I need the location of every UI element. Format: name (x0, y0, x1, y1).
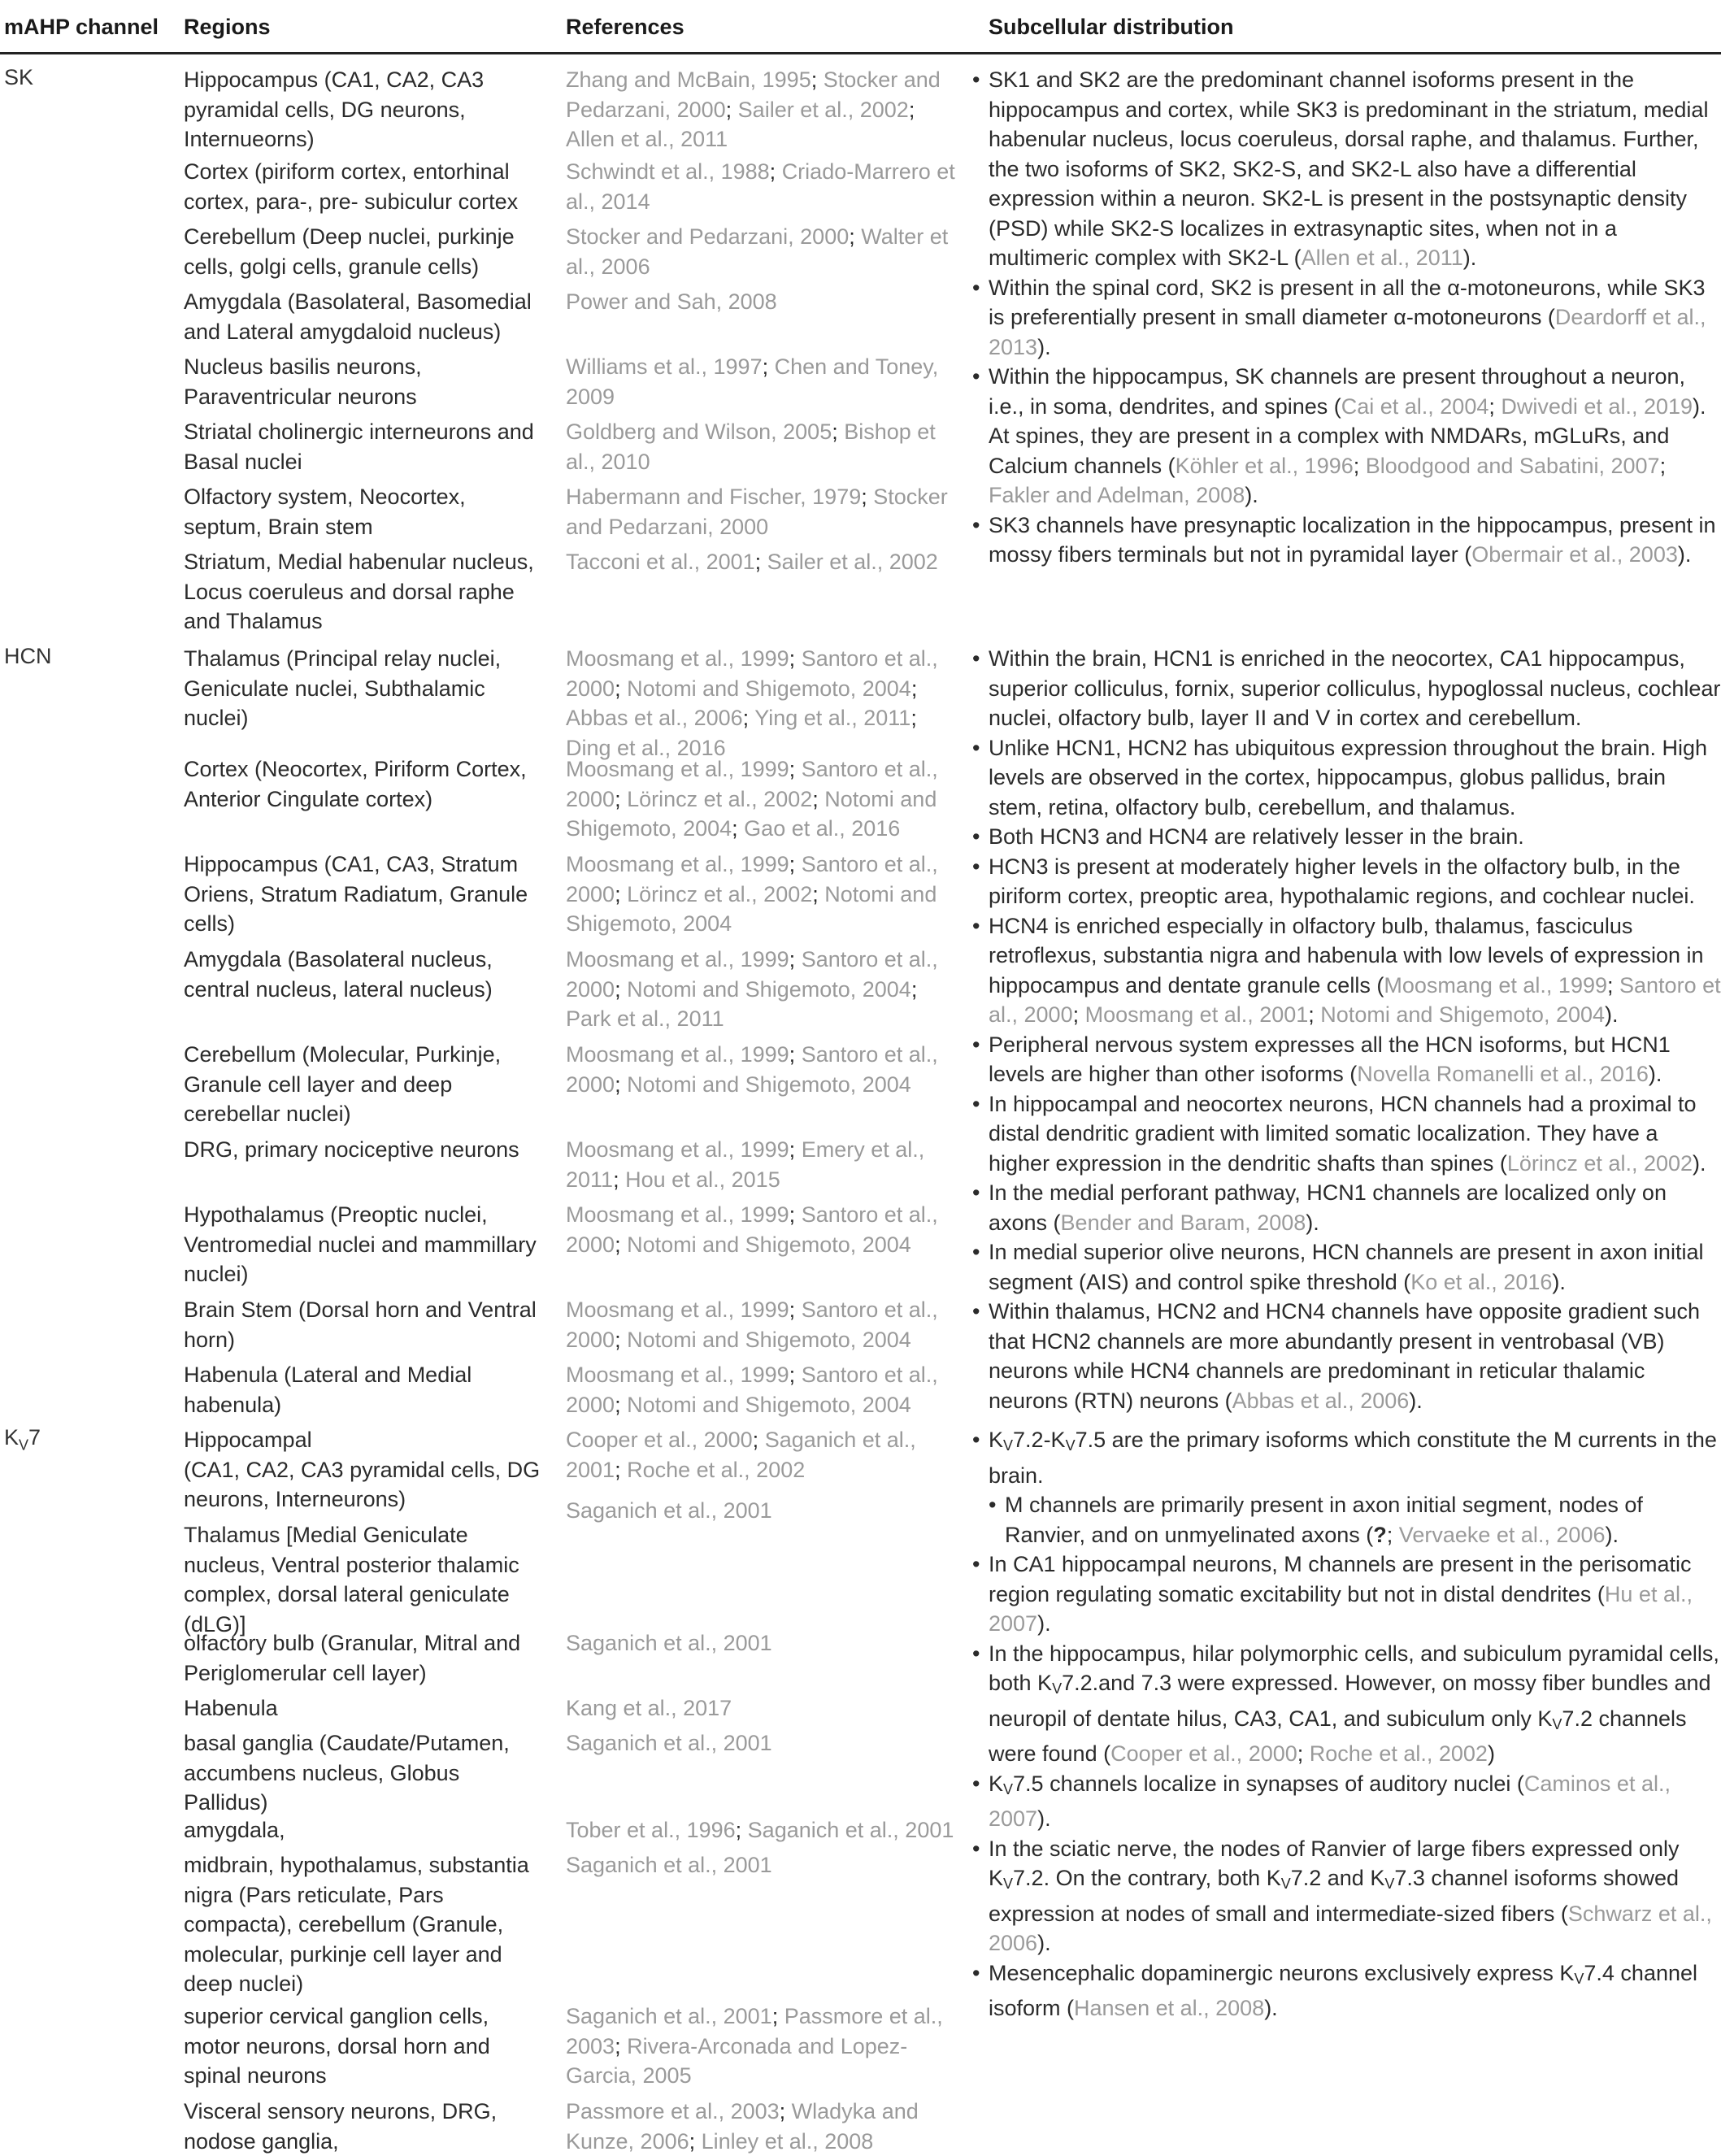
channel-sk: SK (4, 65, 34, 89)
kv7-bullet-1: • M channels are primarily present in axon initial segment, nodes of Ranvier, and on unmyelinated axons (?; Vervaeke et al., 2006). (989, 1490, 1721, 1550)
sk-region-5: Striatal cholinergic interneurons and Basal nuclei (184, 419, 534, 474)
hcn-refs-0: Moosmang et al., 1999; Santoro et al., 2000; Notomi and Shigemoto, 2004; Abbas et al., 2006; Ying et al., 2011; Ding et al., 2016 (566, 646, 938, 760)
kv7-bullet-2: • In CA1 hippocampal neurons, M channels are present in the perisomatic region regulating somatic excitability but not in distal dendrites (Hu et al., 2007). (972, 1550, 1721, 1639)
hcn-region-8: Habenula (Lateral and Medial habenula) (184, 1363, 472, 1417)
hcn-bullet-7: • In the medial perforant pathway, HCN1 channels are localized only on axons (Bender and Baram, 2008). (972, 1178, 1721, 1237)
header-regions: Regions (184, 15, 271, 39)
kv7-bullet-4: • $K_V7.5$ channels localize in synapses of auditory nuclei (Caminos et al., 2007). (972, 1769, 1721, 1834)
hcn-refs-4: Moosmang et al., 1999; Santoro et al., 2000; Notomi and Shigemoto, 2004 (566, 1042, 938, 1097)
sk-refs-3: Power and Sah, 2008 (566, 289, 777, 314)
kv7-bullet-6: • Mesencephalic dopaminergic neurons exclusively express $K_V7.4$ channel isoform (Hansen et al., 2008). (972, 1958, 1721, 2023)
hcn-region-6: Hypothalamus (Preoptic nuclei, Ventromedial nuclei and mammillary nuclei) (184, 1202, 537, 1286)
sk-distribution (972, 65, 1721, 570)
hcn-bullet-3: • HCN3 is present at moderately higher levels in the olfactory bulb, in the piriform cortex, preoptic area, hypothalamic regions, and cochlear nuclei. (972, 852, 1721, 911)
sk-region-0: Hippocampus (CA1, CA2, CA3 pyramidal cells, DG neurons, Internueorns) (184, 67, 485, 151)
header-distribution: Subcellular distribution (989, 15, 1234, 39)
hcn-refs-1: Moosmang et al., 1999; Santoro et al., 2000; Lörincz et al., 2002; Notomi and Shigemoto, 2004; Gao et al., 2016 (566, 757, 938, 841)
hcn-bullet-2: • Both HCN3 and HCN4 are relatively lesser in the brain. (972, 822, 1721, 852)
hcn-region-1: Cortex (Neocortex, Piriform Cortex, Anterior Cingulate cortex) (184, 757, 527, 811)
sk-refs-5: Goldberg and Wilson, 2005; Bishop et al., 2010 (566, 419, 936, 474)
sk-bullet-1: • Within the spinal cord, SK2 is present in all the α-motoneurons, while SK3 is preferentially present in small diameter α-motoneurons (Deardorff et al., 2013). (972, 273, 1721, 363)
hcn-distribution (972, 644, 1721, 1415)
kv7-refs-8: Passmore et al., 2003; Wladyka and Kunze, 2006; Linley et al., 2008 (566, 2099, 919, 2154)
hcn-region-4: Cerebellum (Molecular, Purkinje, Granule cell layer and deep cerebellar nuclei) (184, 1042, 502, 1126)
hcn-refs-8: Moosmang et al., 1999; Santoro et al., 2000; Notomi and Shigemoto, 2004 (566, 1363, 938, 1417)
hcn-refs-7: Moosmang et al., 1999; Santoro et al., 2000; Notomi and Shigemoto, 2004 (566, 1298, 938, 1352)
kv7-refs-4: Saganich et al., 2001 (566, 1731, 772, 1755)
kv7-region-6: midbrain, hypothalamus, substantia nigra (Pars reticulate, Pars compacta), cerebellum (Granule, molecular, purkinje cell layer and deep nuclei) (184, 1853, 529, 1996)
hcn-region-3: Amygdala (Basolateral nucleus, central nucleus, lateral nucleus) (184, 947, 493, 1002)
sk-refs-4: Williams et al., 1997; Chen and Toney, 2009 (566, 354, 939, 409)
hcn-refs-6: Moosmang et al., 1999; Santoro et al., 2000; Notomi and Shigemoto, 2004 (566, 1202, 938, 1257)
sk-region-3: Amygdala (Basolateral, Basomedial and Lateral amygdaloid nucleus) (184, 289, 532, 344)
kv7-refs-2: Saganich et al., 2001 (566, 1631, 772, 1655)
sk-region-1: Cortex (piriform cortex, entorhinal cortex, para-, pre- subiculur cortex (184, 159, 519, 214)
kv7-region-8: Visceral sensory neurons, DRG, nodose ganglia, (184, 2099, 498, 2154)
sk-region-2: Cerebellum (Deep nuclei, purkinje cells, golgi cells, granule cells) (184, 224, 515, 279)
sk-refs-2: Stocker and Pedarzani, 2000; Walter et al., 2006 (566, 224, 949, 279)
hcn-bullet-9: • Within thalamus, HCN2 and HCN4 channels have opposite gradient such that HCN2 channels are more abundantly present in ventrobasal (VB) neurons while HCN4 channels are predominant in reticular thalamic neurons (RTN) neurons (Abbas et al., 2006). (972, 1297, 1721, 1415)
sk-bullet-0: • SK1 and SK2 are the predominant channel isoforms present in the hippocampus and cortex, while SK3 is predominant in the striatum, medial habenular nucleus, locus coeruleus, dorsal raphe, and thalamus. Further, the two isoforms of SK2, SK2-S, and SK2-L also have a differential expression within a neuron. SK2-L is present in the postsynaptic density (PSD) while SK2-S localizes in extrasynaptic sites, when not in a multimeric complex with SK2-L (Allen et al., 2011). (972, 65, 1721, 273)
sk-refs-6: Habermann and Fischer, 1979; Stocker and Pedarzani, 2000 (566, 485, 948, 539)
sk-bullet-3: • SK3 channels have presynaptic localization in the hippocampus, present in mossy fibers terminals but not in pyramidal layer (Obermair et al., 2003). (972, 511, 1721, 570)
hcn-bullet-8: • In medial superior olive neurons, HCN channels are present in axon initial segment (AIS) and control spike threshold (Ko et al., 2016). (972, 1237, 1721, 1297)
hcn-bullet-1: • Unlike HCN1, HCN2 has ubiquitous expression throughout the brain. High levels are observed in the cortex, hippocampus, globus pallidus, brain stem, retina, olfactory bulb, cerebellum, and thalamus. (972, 733, 1721, 823)
sk-region-6: Olfactory system, Neocortex, septum, Brain stem (184, 485, 466, 539)
sk-region-4: Nucleus basilis neurons, Paraventricular neurons (184, 354, 422, 409)
header-rule (0, 52, 1721, 54)
kv7-bullet-5: • In the sciatic nerve, the nodes of Ranvier of large fibers expressed only $K_V7.2$. On the contrary, both $K_V7.2$ and $K_V7.3$ channel isoforms showed expression at nodes of small and intermediate-sized fibers (Schwarz et al., 2006). (972, 1834, 1721, 1958)
sk-refs-0: Zhang and McBain, 1995; Stocker and Pedarzani, 2000; Sailer et al., 2002; Allen et al., 2011 (566, 67, 941, 151)
channel-hcn: HCN (4, 644, 52, 668)
kv7-bullet-0: • $K_V7.2-K_V7.5$ are the primary isoforms which constitute the M currents in the brain. (972, 1425, 1721, 1490)
hcn-bullet-4: • HCN4 is enriched especially in olfactory bulb, thalamus, fasciculus retroflexus, substantia nigra and habenula with low levels of expression in hippocampus and dentate granule cells (Moosmang et al., 1999; Santoro et al., 2000; Moosmang et al., 2001; Notomi and Shigemoto, 2004). (972, 911, 1721, 1030)
channel-kv7: $K_V7$ (4, 1425, 41, 1454)
hcn-region-7: Brain Stem (Dorsal horn and Ventral horn) (184, 1298, 537, 1352)
hcn-bullet-5: • Peripheral nervous system expresses all the HCN isoforms, but HCN1 levels are higher than other isoforms (Novella Romanelli et al., 2016). (972, 1030, 1721, 1089)
kv7-region-4: basal ganglia (Caudate/Putamen, accumbens nucleus, Globus Pallidus) (184, 1731, 510, 1815)
kv7-region-5: amygdala, (184, 1818, 285, 1842)
kv7-region-7: superior cervical ganglion cells, motor neurons, dorsal horn and spinal neurons (184, 2004, 490, 2088)
sk-region-7: Striatum, Medial habenular nucleus, Locus coeruleus and dorsal raphe and Thalamus (184, 550, 534, 633)
kv7-region-0: Hippocampal (CA1, CA2, CA3 pyramidal cells, DG neurons, Interneurons) (184, 1428, 541, 1511)
kv7-bullet-3: • In the hippocampus, hilar polymorphic cells, and subiculum pyramidal cells, both $K_V7.2.and$ 7.3 were expressed. However, on mossy fiber bundles and neuropil of dentate hilus, CA3, CA1, and subiculum only $K_V7.2$ channels were found (Cooper et al., 2000; Roche et al., 2002) (972, 1639, 1721, 1769)
kv7-refs-6: Saganich et al., 2001 (566, 1853, 772, 1877)
kv7-refs-7: Saganich et al., 2001; Passmore et al., 2003; Rivera-Arconada and Lopez-Garcia, 2005 (566, 2004, 943, 2088)
kv7-region-2: olfactory bulb (Granular, Mitral and Periglomerular cell layer) (184, 1631, 521, 1685)
sk-refs-1: Schwindt et al., 1988; Criado-Marrero et al., 2014 (566, 159, 955, 214)
hcn-region-0: Thalamus (Principal relay nuclei, Geniculate nuclei, Subthalamic nuclei) (184, 646, 502, 730)
hcn-refs-3: Moosmang et al., 1999; Santoro et al., 2000; Notomi and Shigemoto, 2004; Park et al., 2011 (566, 947, 938, 1031)
kv7-region-3: Habenula (184, 1696, 278, 1720)
sk-refs-7: Tacconi et al., 2001; Sailer et al., 2002 (566, 550, 938, 574)
kv7-region-1: Thalamus [Medial Geniculate nucleus, Ventral posterior thalamic complex, dorsal lateral geniculate (dLG)] (184, 1523, 519, 1637)
kv7-refs-5: Tober et al., 1996; Saganich et al., 2001 (566, 1818, 954, 1842)
sk-bullet-2: • Within the hippocampus, SK channels are present throughout a neuron, i.e., in soma, dendrites, and spines (Cai et al., 2004; Dwivedi et al., 2019). At spines, they are present in a complex with NMDARs, mGLuRs, and Calcium channels (Köhler et al., 1996; Bloodgood and Sabatini, 2007; Fakler and Adelman, 2008). (972, 362, 1721, 511)
kv7-refs-0: Cooper et al., 2000; Saganich et al., 2001; Roche et al., 2002 (566, 1428, 916, 1482)
hcn-region-5: DRG, primary nociceptive neurons (184, 1137, 519, 1162)
header-channel: mAHP channel (4, 15, 159, 39)
kv7-refs-1: Saganich et al., 2001 (566, 1498, 772, 1523)
kv7-distribution (972, 1425, 1721, 2023)
hcn-bullet-6: • In hippocampal and neocortex neurons, HCN channels had a proximal to distal dendritic gradient with limited somatic localization. They have a higher expression in the dendritic shafts than spines (Lörincz et al., 2002). (972, 1089, 1721, 1179)
hcn-refs-5: Moosmang et al., 1999; Emery et al., 2011; Hou et al., 2015 (566, 1137, 925, 1192)
hcn-refs-2: Moosmang et al., 1999; Santoro et al., 2000; Lörincz et al., 2002; Notomi and Shigemoto, 2004 (566, 852, 938, 936)
hcn-region-2: Hippocampus (CA1, CA3, Stratum Oriens, Stratum Radiatum, Granule cells) (184, 852, 528, 936)
hcn-bullet-0: • Within the brain, HCN1 is enriched in the neocortex, CA1 hippocampus, superior colliculus, fornix, superior colliculus, hypoglossal nucleus, cochlear nuclei, olfactory bulb, layer II and V in cortex and cerebellum. (972, 644, 1721, 733)
header-references: References (566, 15, 684, 39)
kv7-refs-3: Kang et al., 2017 (566, 1696, 732, 1720)
